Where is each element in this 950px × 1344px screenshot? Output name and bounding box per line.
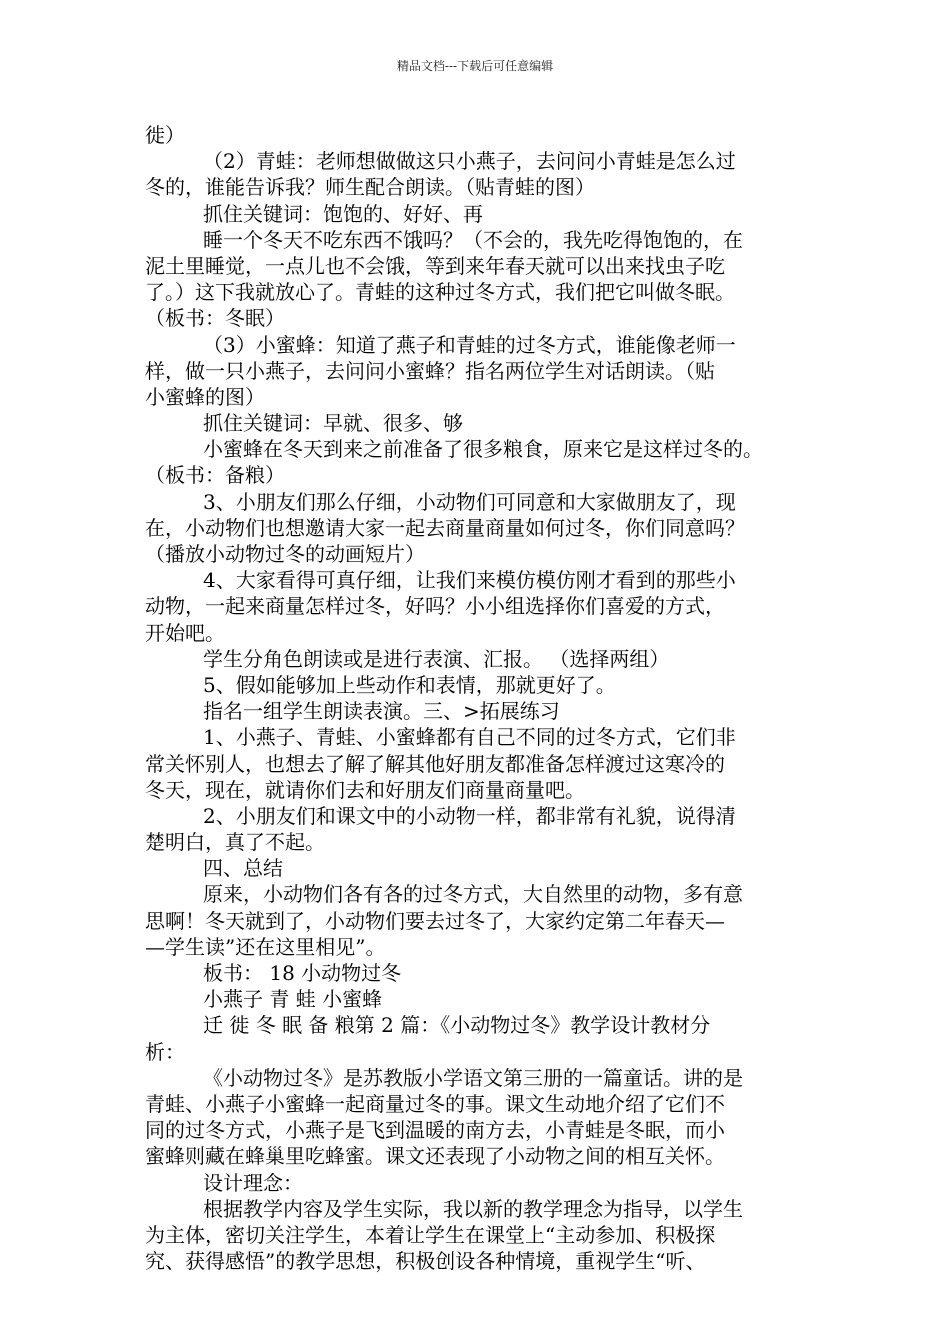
- text-line: 板书： 18 小动物过冬: [203, 961, 402, 985]
- text-line: 为主体，密切关注学生，本着让学生在课堂上“主动参加、积极探: [145, 1222, 716, 1247]
- text-line: —学生读”还在这里相见”。: [145, 934, 386, 959]
- text-line: 根据教学内容及学生实际，我以新的教学理念为指导，以学生: [203, 1196, 743, 1221]
- text-line: 学生分角色朗读或是进行表演、汇报。 （选择两组）: [203, 646, 670, 671]
- text-line: 青蛙、小燕子小蜜蜂一起商量过冬的事。课文生动地介绍了它们不: [145, 1091, 725, 1116]
- text-line: 4、大家看得可真仔细，让我们来模仿模仿刚才看到的那些小: [203, 568, 736, 593]
- text-line: 冬天，现在，就请你们去和好朋友们商量商量吧。: [145, 777, 585, 802]
- text-line: （板书：冬眠）: [145, 306, 285, 331]
- text-line: 楚明白，真了不起。: [145, 830, 325, 855]
- text-line: 思啊！冬天就到了，小动物们要去过冬了，大家约定第二年春天—: [145, 908, 725, 933]
- text-line: 迁 徙 冬 眠 备 粮第 2 篇：《小动物过冬》教学设计教材分: [203, 1013, 711, 1038]
- text-line: 四、总结: [203, 856, 283, 881]
- text-line: （板书：备粮）: [145, 463, 285, 488]
- text-line: 常关怀别人，也想去了解了解其他好朋友都准备怎样渡过这寒冷的: [145, 751, 725, 776]
- text-line: （播放小动物过冬的动画短片）: [145, 542, 425, 566]
- page-header: 精品文档---下载后可任意编辑: [396, 59, 554, 73]
- text-line: 动物，一起来商量怎样过冬，好吗？小小组选择你们喜爱的方式，: [145, 594, 725, 619]
- text-line: 了。）这下我就放心了。青蛙的这种过冬方式，我们把它叫做冬眠。: [145, 280, 735, 305]
- text-line: 蜜蜂则藏在蜂巢里吃蜂蜜。课文还表现了小动物之间的相互关怀。: [145, 1144, 725, 1169]
- text-line: 3、小朋友们那么仔细，小动物们可同意和大家做朋友了，现: [203, 489, 736, 514]
- text-line: 同的过冬方式，小燕子是飞到温暖的南方去，小青蛙是冬眠，而小: [145, 1118, 725, 1143]
- text-line: 究、获得感悟”的教学思想，积极创设各种情境，重视学生“听、: [145, 1249, 706, 1274]
- text-line: 指名一组学生朗读表演。三、>拓展练习: [203, 699, 560, 724]
- text-line: 设计理念：: [203, 1170, 303, 1195]
- text-line: 《小动物过冬》是苏教版小学语文第三册的一篇童话。讲的是: [203, 1065, 743, 1090]
- text-line: 抓住关键词：饱饱的、好好、再: [203, 201, 483, 226]
- document-body: [145, 122, 825, 1274]
- text-line: （3）小蜜蜂：知道了燕子和青蛙的过冬方式，谁能像老师一: [203, 332, 736, 357]
- text-line: 开始吧。: [145, 620, 225, 645]
- text-line: 5、假如能够加上些动作和表情，那就更好了。: [203, 672, 616, 697]
- text-line: 泥土里睡觉，一点儿也不会饿，等到来年春天就可以出来找虫子吃: [145, 253, 725, 278]
- text-line: （2）青蛙：老师想做做这只小燕子，去问问小青蛙是怎么过: [203, 149, 736, 174]
- text-line: 睡一个冬天不吃东西不饿吗？（不会的，我先吃得饱饱的，在: [203, 227, 743, 252]
- text-line: 在，小动物们也想邀请大家一起去商量商量如何过冬，你们同意吗？: [145, 515, 745, 540]
- text-line: 冬的，谁能告诉我？师生配合朗读。（贴青蛙的图）: [145, 175, 595, 200]
- text-line: 2、小朋友们和课文中的小动物一样，都非常有礼貌，说得清: [203, 803, 736, 828]
- text-line: 小蜜蜂在冬天到来之前准备了很多粮食，原来它是这样过冬的。: [203, 437, 763, 462]
- text-line: 原来，小动物们各有各的过冬方式，大自然里的动物，多有意: [203, 882, 743, 907]
- text-line: 样，做一只小燕子，去问问小蜜蜂？指名两位学生对话朗读。（贴: [145, 358, 715, 383]
- text-line: 徙）: [145, 123, 185, 147]
- text-line: 小燕子 青 蛙 小蜜蜂: [203, 987, 383, 1012]
- text-line: 析：: [145, 1039, 185, 1064]
- text-line: 1、小燕子、青蛙、小蜜蜂都有自己不同的过冬方式，它们非: [203, 725, 736, 750]
- text-line: 小蜜蜂的图）: [145, 384, 265, 409]
- text-line: 抓住关键词：早就、很多、够: [203, 411, 463, 436]
